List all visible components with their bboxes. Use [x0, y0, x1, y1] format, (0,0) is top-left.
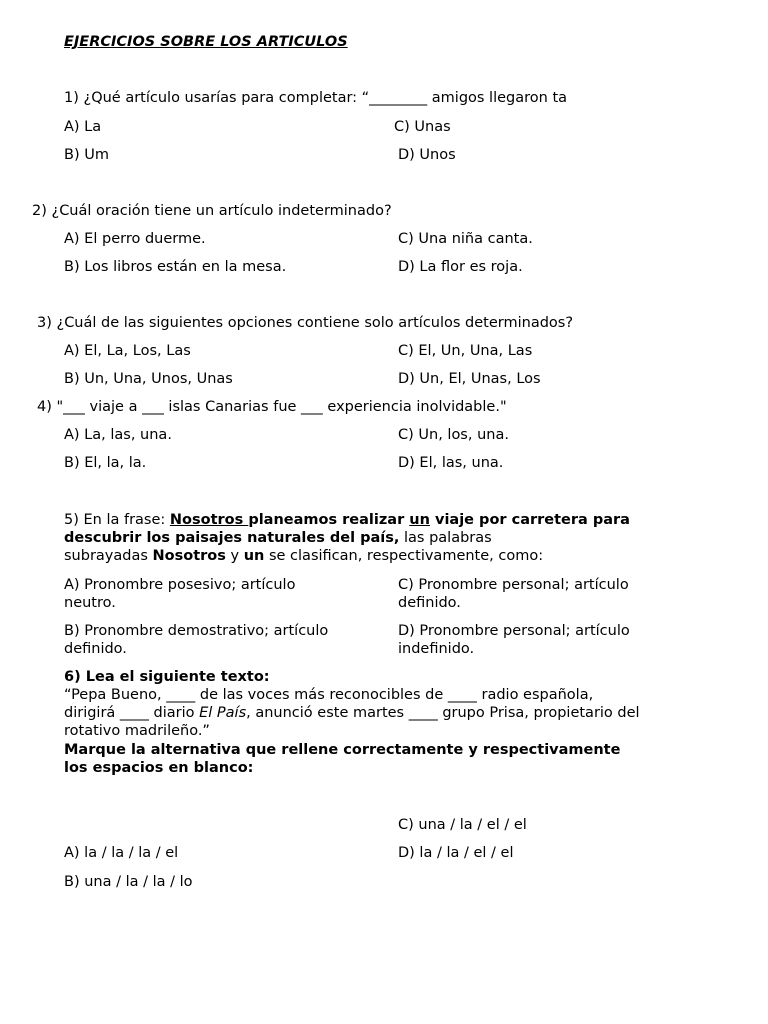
q6-text2a: dirigirá ____ diario — [64, 705, 200, 721]
q2-option-c: C) Una niña canta. — [398, 231, 533, 247]
q1-option-d: D) Unos — [398, 147, 456, 163]
q4-option-b: B) El, la, la. — [64, 455, 147, 471]
q6-instr1: Marque la alternativa que rellene correctamente y respectivamente — [64, 742, 621, 758]
q6-text-line-3: rotativo madrileño.” — [64, 723, 210, 739]
q5-line3-nosotros: Nosotros — [152, 548, 226, 564]
q3-option-b: B) Un, Una, Unos, Unas — [64, 371, 233, 387]
q5-option-a-line-2: neutro. — [64, 595, 116, 611]
q5-option-a-line-1: A) Pronombre posesivo; artículo — [64, 577, 296, 593]
q2-option-b: B) Los libros están en la mesa. — [64, 259, 287, 275]
question-5-line-1 — [64, 511, 630, 529]
q5-option-c-line-2: definido. — [398, 595, 461, 611]
q5-option-b-line-2: definido. — [64, 641, 127, 657]
q5-line3-un: un — [243, 548, 265, 564]
q3-option-d: D) Un, El, Unas, Los — [398, 371, 541, 387]
question-3: 3) ¿Cuál de las siguientes opciones contiene solo artículos determinados? — [37, 315, 574, 331]
q5-intro: 5) En la frase: — [64, 512, 170, 528]
q3-option-c: C) El, Un, Una, Las — [398, 343, 533, 359]
q5-line3-y: y — [225, 548, 244, 564]
q1-option-a: A) La — [64, 119, 102, 135]
q5-option-b-line-1: B) Pronombre demostrativo; artículo — [64, 623, 329, 639]
q5-bold-mid: planeamos realizar — [248, 512, 410, 528]
q5-line3-rest: se clasifican, respectivamente, como: — [264, 548, 544, 564]
question-4: 4) "___ viaje a ___ islas Canarias fue ___ experiencia inolvidable." — [37, 399, 507, 415]
q6-option-b: B) una / la / la / lo — [64, 874, 193, 890]
question-6-heading — [64, 668, 270, 686]
question-1: 1) ¿Qué artículo usarías para completar: “________ amigos llegaron ta — [64, 90, 568, 106]
q5-option-d-line-1: D) Pronombre personal; artículo — [398, 623, 630, 639]
q2-option-d: D) La flor es roja. — [398, 259, 523, 275]
question-5-line-3 — [64, 547, 543, 565]
underlined-un: un — [409, 512, 430, 528]
q6-instruction-line-2 — [64, 759, 253, 777]
q1-option-b: B) Um — [64, 147, 109, 163]
q6-text2b: , anunció este martes ____ grupo Prisa, propietario del — [246, 705, 640, 721]
q6-text-line-2 — [64, 704, 640, 722]
q6-text-line-1: “Pepa Bueno, ____ de las voces más reconocibles de ____ radio española, — [64, 687, 594, 703]
question-2: 2) ¿Cuál oración tiene un artículo indeterminado? — [32, 203, 392, 219]
q1-option-c: C) Unas — [394, 119, 451, 135]
q5-option-c-line-1: C) Pronombre personal; artículo — [398, 577, 629, 593]
underlined-nosotros: Nosotros — [169, 512, 249, 528]
q6-text2-italic: El País — [199, 705, 247, 721]
q2-option-a: A) El perro duerme. — [64, 231, 206, 247]
q6-option-d: D) la / la / el / el — [398, 845, 514, 861]
q6-instr2: los espacios en blanco: — [64, 760, 254, 776]
q4-option-c: C) Un, los, una. — [398, 427, 509, 443]
q5-bold-end: viaje por carretera para — [429, 512, 630, 528]
q6-instruction-line-1 — [64, 741, 620, 759]
q5-line3-a: subrayadas — [64, 548, 153, 564]
q3-option-a: A) El, La, Los, Las — [64, 343, 191, 359]
question-5-line-2 — [64, 529, 492, 547]
q4-option-a: A) La, las, una. — [64, 427, 172, 443]
q5-line2-bold: descubrir los paisajes naturales del país, — [64, 530, 400, 546]
q5-option-d-line-2: indefinido. — [398, 641, 475, 657]
q6-option-a: A) la / la / la / el — [64, 845, 179, 861]
page-title: EJERCICIOS SOBRE LOS ARTICULOS — [64, 34, 348, 50]
q6-option-c: C) una / la / el / el — [398, 817, 527, 833]
q4-option-d: D) El, las, una. — [398, 455, 504, 471]
q6-heading-text: 6) Lea el siguiente texto: — [64, 669, 270, 685]
q5-line2-rest: las palabras — [399, 530, 492, 546]
